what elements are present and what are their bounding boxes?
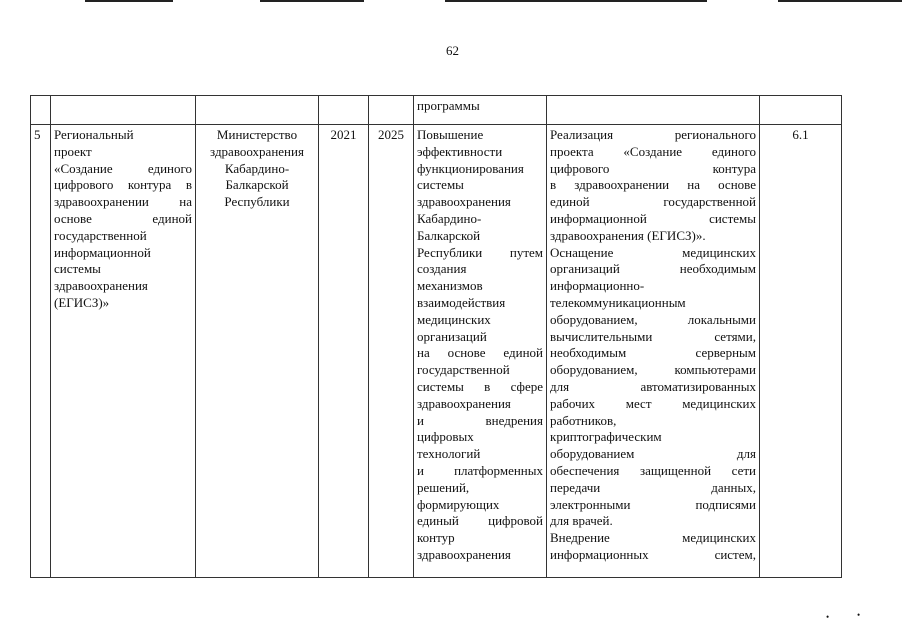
text-line: передачи данных, bbox=[550, 479, 756, 495]
text-line: цифрового контура bbox=[550, 160, 756, 176]
text-line: механизмов bbox=[417, 278, 483, 294]
page-number: 62 bbox=[446, 43, 459, 58]
text-line: здравоохранения (ЕГИСЗ)». bbox=[550, 227, 706, 243]
text-line: здравоохранения bbox=[210, 143, 304, 159]
text-line: информационной системы bbox=[550, 210, 756, 226]
text-line: создания bbox=[417, 261, 467, 277]
text-line: для автоматизированных bbox=[550, 378, 756, 394]
text-line: необходимым серверным bbox=[550, 345, 756, 361]
text-line: информационно- bbox=[550, 278, 645, 294]
text-line: Балкарской bbox=[225, 177, 289, 193]
text-line: эффективности bbox=[417, 143, 503, 159]
text-line: государственной bbox=[417, 362, 510, 378]
text-line: здравоохранения bbox=[54, 278, 148, 294]
text-line: системы bbox=[417, 177, 464, 193]
table-row-continuation bbox=[31, 96, 842, 125]
text-line: на основе единой bbox=[417, 345, 543, 361]
cell-project-empty bbox=[51, 96, 196, 125]
cell-responsible bbox=[196, 125, 319, 578]
text-line: для врачей. bbox=[550, 513, 613, 529]
text-line: криптографическим bbox=[550, 429, 662, 445]
text-line: здравоохранения bbox=[417, 194, 511, 210]
cell-end-empty bbox=[369, 96, 414, 125]
goal-lines bbox=[417, 127, 543, 564]
table-row bbox=[31, 125, 842, 578]
text-line: информационных систем, bbox=[550, 546, 756, 562]
text-line: проекта «Создание единого bbox=[550, 143, 756, 159]
cell-goal bbox=[414, 125, 547, 578]
text-line: здравоохранении на bbox=[54, 194, 192, 210]
cell-start-empty bbox=[319, 96, 369, 125]
text-line: Республики путем bbox=[417, 244, 543, 260]
scan-mark-2: • bbox=[857, 610, 861, 620]
cell-end-year: 2025 bbox=[369, 125, 414, 578]
text-line: Кабардино- bbox=[224, 160, 290, 176]
text-line: телекоммуникационным bbox=[550, 294, 686, 310]
text-line: оборудованием, компьютерами bbox=[550, 362, 756, 378]
results-lines bbox=[550, 127, 756, 564]
text-line: и внедрения bbox=[417, 412, 543, 428]
text-line: Министерство bbox=[216, 127, 298, 142]
text-line: основе единой bbox=[54, 210, 192, 226]
scan-top-line-2 bbox=[260, 0, 364, 2]
cell-results bbox=[547, 125, 760, 578]
scan-top-line-1 bbox=[85, 0, 173, 2]
text-line: цифровых bbox=[417, 429, 474, 445]
text-line: информационной bbox=[54, 244, 151, 260]
text-line: единый цифровой bbox=[417, 513, 543, 529]
text-line: организаций необходимым bbox=[550, 261, 756, 277]
text-line: Повышение bbox=[417, 127, 484, 142]
text-line: Внедрение медицинских bbox=[550, 530, 756, 546]
text-line: организаций bbox=[417, 328, 487, 344]
cell-start-year: 2021 bbox=[319, 125, 369, 578]
cell-indicator-empty bbox=[760, 96, 842, 125]
scan-top-line-4 bbox=[778, 0, 902, 2]
text-line: вычислительными сетями, bbox=[550, 328, 756, 344]
cell-number-empty bbox=[31, 96, 51, 125]
text-line: в здравоохранении на основе bbox=[550, 177, 756, 193]
text-line: технологий bbox=[417, 446, 481, 462]
text-line: здравоохранения bbox=[417, 546, 511, 562]
text-line: системы bbox=[54, 261, 101, 277]
text-line: медицинских bbox=[417, 311, 491, 327]
text-line: Региональный bbox=[54, 127, 134, 142]
text-line: рабочих мест медицинских bbox=[550, 395, 756, 411]
cell-goal-tail: программы bbox=[414, 96, 547, 125]
text-line: обеспечения защищенной сети bbox=[550, 462, 756, 478]
text-line: оборудованием, локальными bbox=[550, 311, 756, 327]
text-line: Республики bbox=[224, 194, 290, 210]
text-line: электронными подписями bbox=[550, 496, 756, 512]
text-line: взаимодействия bbox=[417, 294, 506, 310]
program-table bbox=[30, 95, 842, 578]
text-line: «Создание единого bbox=[54, 160, 192, 176]
text-line: системы в сфере bbox=[417, 378, 543, 394]
project-name-lines bbox=[54, 127, 192, 312]
text-line: функционирования bbox=[417, 160, 524, 176]
cell-results-empty bbox=[547, 96, 760, 125]
text-line: цифрового контура в bbox=[54, 177, 192, 193]
text-line: Балкарской bbox=[417, 227, 481, 243]
text-line: (ЕГИСЗ)» bbox=[54, 294, 110, 310]
text-line: государственной bbox=[54, 227, 147, 243]
text-line: Оснащение медицинских bbox=[550, 244, 756, 260]
text-line: единой государственной bbox=[550, 194, 756, 210]
text-line: и платформенных bbox=[417, 462, 543, 478]
text-line: формирующих bbox=[417, 496, 500, 512]
cell-project-name bbox=[51, 125, 196, 578]
text-line: Кабардино- bbox=[417, 210, 482, 226]
scan-mark-1: • bbox=[826, 612, 830, 622]
cell-indicator: 6.1 bbox=[760, 125, 842, 578]
text-line: проект bbox=[54, 143, 92, 159]
scan-top-line-3 bbox=[445, 0, 707, 2]
cell-row-number: 5 bbox=[31, 125, 51, 578]
responsible-lines bbox=[199, 127, 315, 211]
text-line: Реализация регионального bbox=[550, 127, 756, 142]
text-line: решений, bbox=[417, 479, 470, 495]
cell-responsible-empty bbox=[196, 96, 319, 125]
text-line: здравоохранения bbox=[417, 395, 511, 411]
text-line: работников, bbox=[550, 412, 617, 428]
text-line: оборудованием для bbox=[550, 446, 756, 462]
text-line: контур bbox=[417, 530, 455, 546]
